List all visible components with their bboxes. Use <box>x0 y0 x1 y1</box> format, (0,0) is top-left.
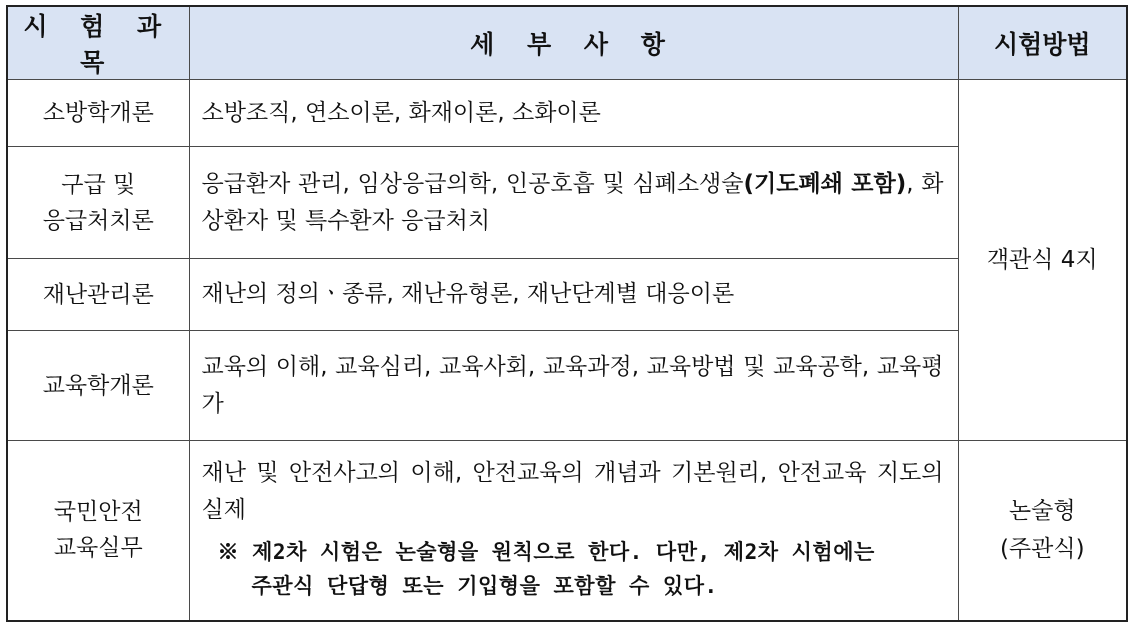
detail-cell: 교육의 이해, 교육심리, 교육사회, 교육과정, 교육방법 및 교육공학, 교육평가 <box>189 331 958 441</box>
detail-text: 응급환자 관리, 임상응급의학, 인공호흡 및 심폐소생술 <box>201 170 744 197</box>
method-line: (주관식) <box>999 536 1085 563</box>
subject-line: 응급처치론 <box>42 207 154 234</box>
note-line: 주관식 단답형 또는 기입형을 포함할 수 있다. <box>251 574 718 599</box>
subject-line: 교육실무 <box>53 535 143 562</box>
detail-text: , 화상환자 및 특수환자 응급처치 <box>201 170 944 234</box>
detail-text: 재난 및 안전사고의 이해, 안전교육의 개념과 기본원리, 안전교육 지도의 실제 <box>201 460 944 524</box>
subject-line: 구급 및 <box>61 171 136 198</box>
exam-subjects-table <box>6 5 1128 622</box>
subject-cell <box>7 147 189 259</box>
detail-cell: 소방조직, 연소이론, 화재이론, 소화이론 <box>189 80 958 147</box>
header-detail: 세 부 사 항 <box>189 6 958 80</box>
subject-cell: 교육학개론 <box>7 331 189 441</box>
method-cell-objective: 객관식 4지 <box>958 80 1127 441</box>
detail-cell: 재난의 정의ㆍ종류, 재난유형론, 재난단계별 대응이론 <box>189 259 958 331</box>
subject-cell <box>7 441 189 621</box>
detail-bold-text: (기도폐쇄 포함) <box>743 170 907 197</box>
subject-line: 국민안전 <box>53 499 143 526</box>
subject-cell: 소방학개론 <box>7 80 189 147</box>
table-row <box>7 441 1127 621</box>
table-row <box>7 80 1127 147</box>
method-line: 논술형 <box>1008 498 1076 525</box>
header-method: 시험방법 <box>958 6 1127 80</box>
subject-cell: 재난관리론 <box>7 259 189 331</box>
note-line: ※ 제2차 시험은 논술형을 원칙으로 한다. 다만, 제2차 시험에는 <box>217 540 875 565</box>
exam-note <box>202 529 944 605</box>
header-subject: 시 험 과 목 <box>7 6 189 80</box>
detail-cell <box>189 147 958 259</box>
table-header-row <box>7 6 1127 80</box>
detail-cell <box>189 441 958 621</box>
method-cell-essay <box>958 441 1127 621</box>
